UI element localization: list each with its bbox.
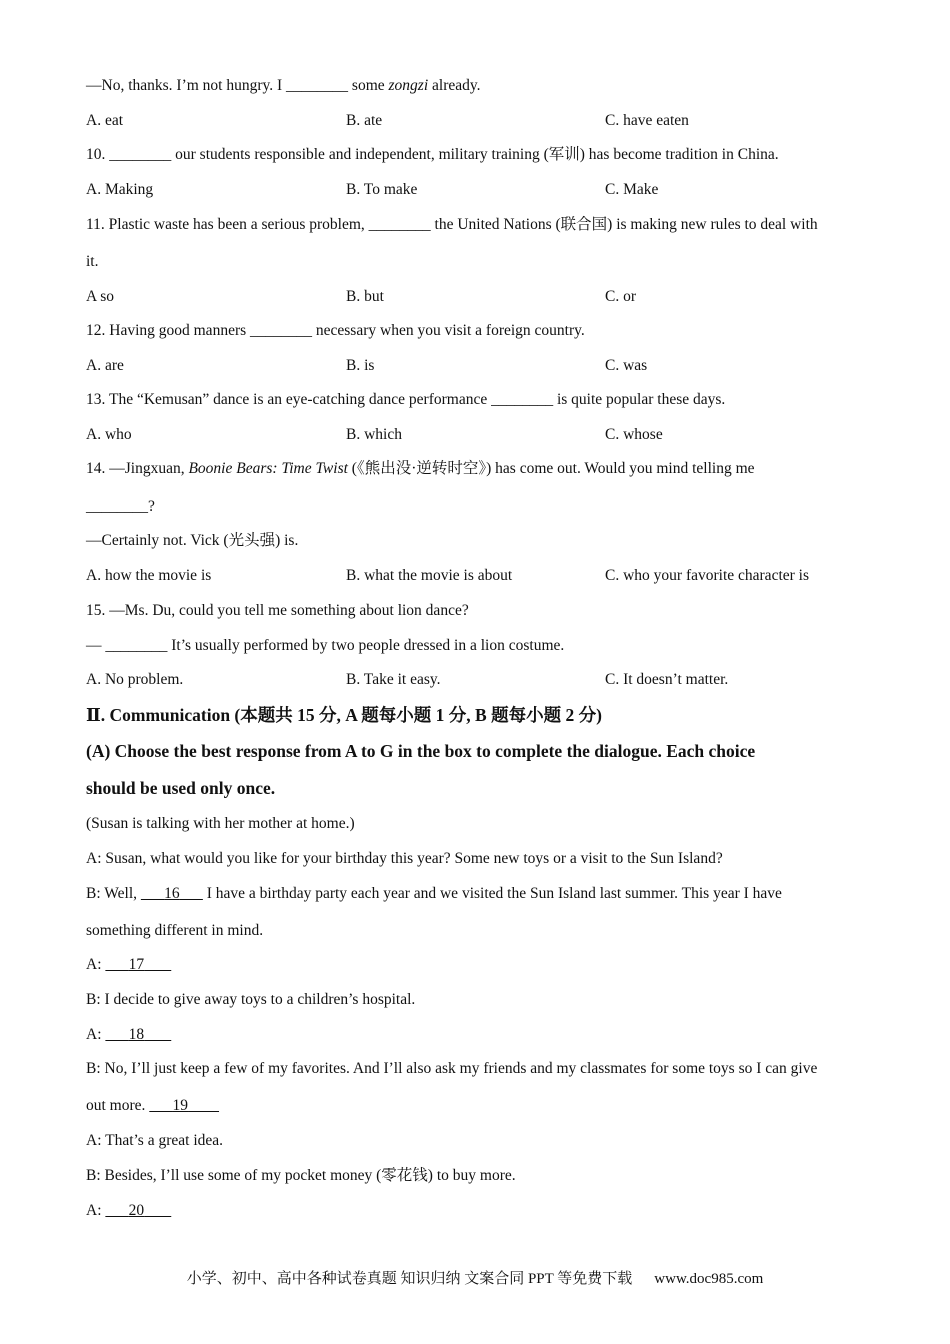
footer-website-link[interactable]: www.doc985.com bbox=[654, 1271, 764, 1287]
blank-17: 17 bbox=[128, 956, 145, 973]
q9-option-b: B. ate bbox=[346, 112, 383, 129]
q15-option-a: A. No problem. bbox=[86, 671, 184, 688]
dialogue-line: A: That’s a great idea. bbox=[86, 1132, 224, 1149]
q15-option-b: B. Take it easy. bbox=[346, 671, 441, 688]
part-a-instructions-line1: (A) Choose the best response from A to G in the box to complete the dialogue. Each choice bbox=[86, 741, 756, 761]
blank-20: 20 bbox=[128, 1202, 145, 1219]
dialogue-line: A: Susan, what would you like for your birthday this year? Some new toys or a visit to the Sun Island? bbox=[86, 850, 723, 867]
blank-18: 18 bbox=[128, 1026, 145, 1043]
dialogue-line: out more. 19 bbox=[86, 1096, 219, 1116]
dialogue-line: B: No, I’ll just keep a few of my favorites. And I’ll also ask my friends and my classmates for some toys so I can give bbox=[86, 1060, 818, 1077]
dialogue-line: A: 18 bbox=[86, 1025, 171, 1045]
dialogue-line: B: I decide to give away toys to a children’s hospital. bbox=[86, 991, 416, 1008]
q15-response: — ________ It’s usually performed by two people dressed in a lion costume. bbox=[86, 637, 565, 654]
dialogue-line: B: Well, 16 I have a birthday party each year and we visited the Sun Island last summer. This year I have bbox=[86, 885, 782, 902]
footer-text: 小学、初中、高中各种试卷真题 知识归纳 文案合同 PPT 等免费下载 bbox=[186, 1271, 633, 1287]
q10-question: 10. ________ our students responsible and independent, military training (军训) has become tradition in China. bbox=[86, 146, 779, 163]
q13-option-a: A. who bbox=[86, 426, 132, 443]
q15-question: 15. —Ms. Du, could you tell me something about lion dance? bbox=[86, 602, 469, 619]
q12-question: 12. Having good manners ________ necessary when you visit a foreign country. bbox=[86, 322, 585, 339]
q14-option-b: B. what the movie is about bbox=[346, 567, 513, 584]
dialogue-line: B: Besides, I’ll use some of my pocket money (零花钱) to buy more. bbox=[86, 1167, 516, 1184]
page-footer bbox=[0, 1269, 950, 1289]
q13-question: 13. The “Kemusan” dance is an eye-catching dance performance ________ is quite popular these days. bbox=[86, 391, 726, 408]
q14-question-line2: ________? bbox=[86, 498, 155, 515]
dialogue-line: something different in mind. bbox=[86, 922, 264, 939]
dialogue-intro: (Susan is talking with her mother at home.) bbox=[86, 815, 355, 832]
q10-option-c: C. Make bbox=[605, 181, 659, 198]
part-a-instructions-line2: should be used only once. bbox=[86, 778, 276, 798]
q11-option-c: C. or bbox=[605, 288, 636, 305]
q12-option-b: B. is bbox=[346, 357, 375, 374]
blank-16: 16 bbox=[164, 885, 180, 902]
q12-option-c: C. was bbox=[605, 357, 648, 374]
q13-option-c: C. whose bbox=[605, 426, 663, 443]
q15-option-c: C. It doesn’t matter. bbox=[605, 671, 729, 688]
q9-option-c: C. have eaten bbox=[605, 112, 689, 129]
section-heading: Ⅱ. Communication (本题共 15 分, A 题每小题 1 分, B 题每小题 2 分) bbox=[86, 705, 602, 725]
q10-option-a: A. Making bbox=[86, 181, 154, 198]
q13-option-b: B. which bbox=[346, 426, 402, 443]
q14-option-c: C. who your favorite character is bbox=[605, 567, 810, 584]
q11-question-line2: it. bbox=[86, 253, 99, 270]
q14-option-a: A. how the movie is bbox=[86, 567, 212, 584]
q12-option-a: A. are bbox=[86, 357, 124, 374]
q11-option-b: B. but bbox=[346, 288, 384, 305]
q14-question-line1: 14. —Jingxuan, Boonie Bears: Time Twist (《熊出没·逆转时空》) has come out. Would you mind telling me bbox=[86, 460, 755, 477]
dialogue-line: A: 20 bbox=[86, 1201, 171, 1221]
q11-option-a: A so bbox=[86, 288, 114, 305]
blank-19: 19 bbox=[172, 1097, 189, 1114]
q14-answer: —Certainly not. Vick (光头强) is. bbox=[86, 532, 299, 549]
q11-question-line1: 11. Plastic waste has been a serious problem, ________ the United Nations (联合国) is making new rules to deal with bbox=[86, 216, 818, 233]
q10-option-b: B. To make bbox=[346, 181, 418, 198]
dialogue-line: A: 17 bbox=[86, 955, 171, 975]
q9-option-a: A. eat bbox=[86, 112, 124, 129]
q9-dialogue-line: —No, thanks. I’m not hungry. I ________ some zongzi already. bbox=[86, 77, 481, 94]
